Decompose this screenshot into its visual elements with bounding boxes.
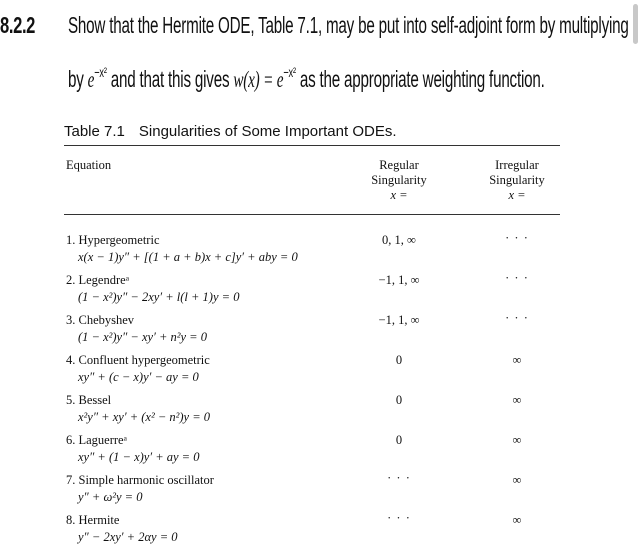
problem-number: 8.2.2 xyxy=(0,12,36,38)
table-body xyxy=(64,215,560,545)
header-regular-line3: x = xyxy=(390,188,408,202)
line2-weight-function: w(x) = e xyxy=(233,67,284,92)
header-regular-line2: Singularity xyxy=(371,173,427,187)
line2-middle: and that this gives xyxy=(106,66,234,92)
line2-factor: e xyxy=(87,67,95,92)
table-row xyxy=(64,273,560,309)
header-regular xyxy=(364,158,434,203)
line2-exponent: −x² xyxy=(94,64,107,80)
row-regular: 0 xyxy=(395,433,403,447)
table-label: Table 7.1 xyxy=(64,122,125,140)
row-irregular: ∞ xyxy=(512,393,522,407)
header-irregular-line1: Irregular xyxy=(495,158,539,172)
row-equation: (1 − x²)y″ − xy′ + n²y = 0 xyxy=(78,330,207,344)
row-regular: 0 xyxy=(395,393,403,407)
row-regular: 0 xyxy=(395,353,403,367)
table-row xyxy=(64,433,560,469)
row-regular: −1, 1, ∞ xyxy=(378,313,420,327)
table-row xyxy=(64,233,560,269)
header-irregular-line2: Singularity xyxy=(489,173,545,187)
table-title: Singularities of Some Important ODEs. xyxy=(138,122,397,140)
row-irregular: ∞ xyxy=(512,433,522,447)
row-equation: xy″ + (1 − x)y′ + ay = 0 xyxy=(78,450,200,464)
header-equation: Equation xyxy=(66,158,112,172)
row-irregular: · · · xyxy=(505,231,529,245)
header-regular-line1: Regular xyxy=(379,158,419,172)
row-irregular: ∞ xyxy=(512,513,522,527)
row-name: 8. Hermite xyxy=(66,513,120,527)
row-name: 7. Simple harmonic oscillator xyxy=(66,473,214,487)
line2-suffix: as the appropriate weighting function. xyxy=(295,66,545,92)
row-irregular: ∞ xyxy=(512,353,522,367)
row-equation: xy″ + (c − x)y′ − ay = 0 xyxy=(78,370,199,384)
table-header xyxy=(64,146,560,214)
row-irregular: · · · xyxy=(505,311,529,325)
scrollbar[interactable] xyxy=(633,4,638,44)
row-regular: · · · xyxy=(387,511,411,525)
row-name: 4. Confluent hypergeometric xyxy=(66,353,210,367)
line2-prefix: by xyxy=(68,66,88,92)
table-row xyxy=(64,473,560,509)
table-row xyxy=(64,313,560,349)
row-name: 5. Bessel xyxy=(66,393,112,407)
table-row xyxy=(64,393,560,429)
row-equation: (1 − x²)y″ − 2xy′ + l(l + 1)y = 0 xyxy=(78,290,240,304)
row-equation: x²y″ + xy′ + (x² − n²)y = 0 xyxy=(78,410,211,424)
problem-statement-line-2 xyxy=(68,64,545,93)
problem-statement-line-1: Show that the Hermite ODE, Table 7.1, may be put into self-adjoint form by multiplying xyxy=(68,12,629,38)
table-caption xyxy=(64,117,560,145)
row-regular: · · · xyxy=(387,471,411,485)
header-irregular xyxy=(482,158,552,203)
table-row xyxy=(64,353,560,389)
row-name: 1. Hypergeometric xyxy=(66,233,160,247)
line2-exponent-2: −x² xyxy=(283,64,296,80)
table-row xyxy=(64,513,560,549)
row-equation: y″ + ω²y = 0 xyxy=(78,490,143,504)
row-regular: −1, 1, ∞ xyxy=(378,273,420,287)
row-name: 6. Laguerreᵃ xyxy=(66,433,128,447)
row-equation: y″ − 2xy′ + 2αy = 0 xyxy=(78,530,178,544)
row-name: 3. Chebyshev xyxy=(66,313,135,327)
row-name: 2. Legendreᵃ xyxy=(66,273,130,287)
header-irregular-line3: x = xyxy=(508,188,526,202)
row-irregular: · · · xyxy=(505,271,529,285)
row-regular: 0, 1, ∞ xyxy=(382,233,416,247)
row-irregular: ∞ xyxy=(512,473,522,487)
row-equation: x(x − 1)y″ + [(1 + a + b)x + c]y′ + aby = 0 xyxy=(78,250,298,264)
singularities-table xyxy=(64,117,560,545)
